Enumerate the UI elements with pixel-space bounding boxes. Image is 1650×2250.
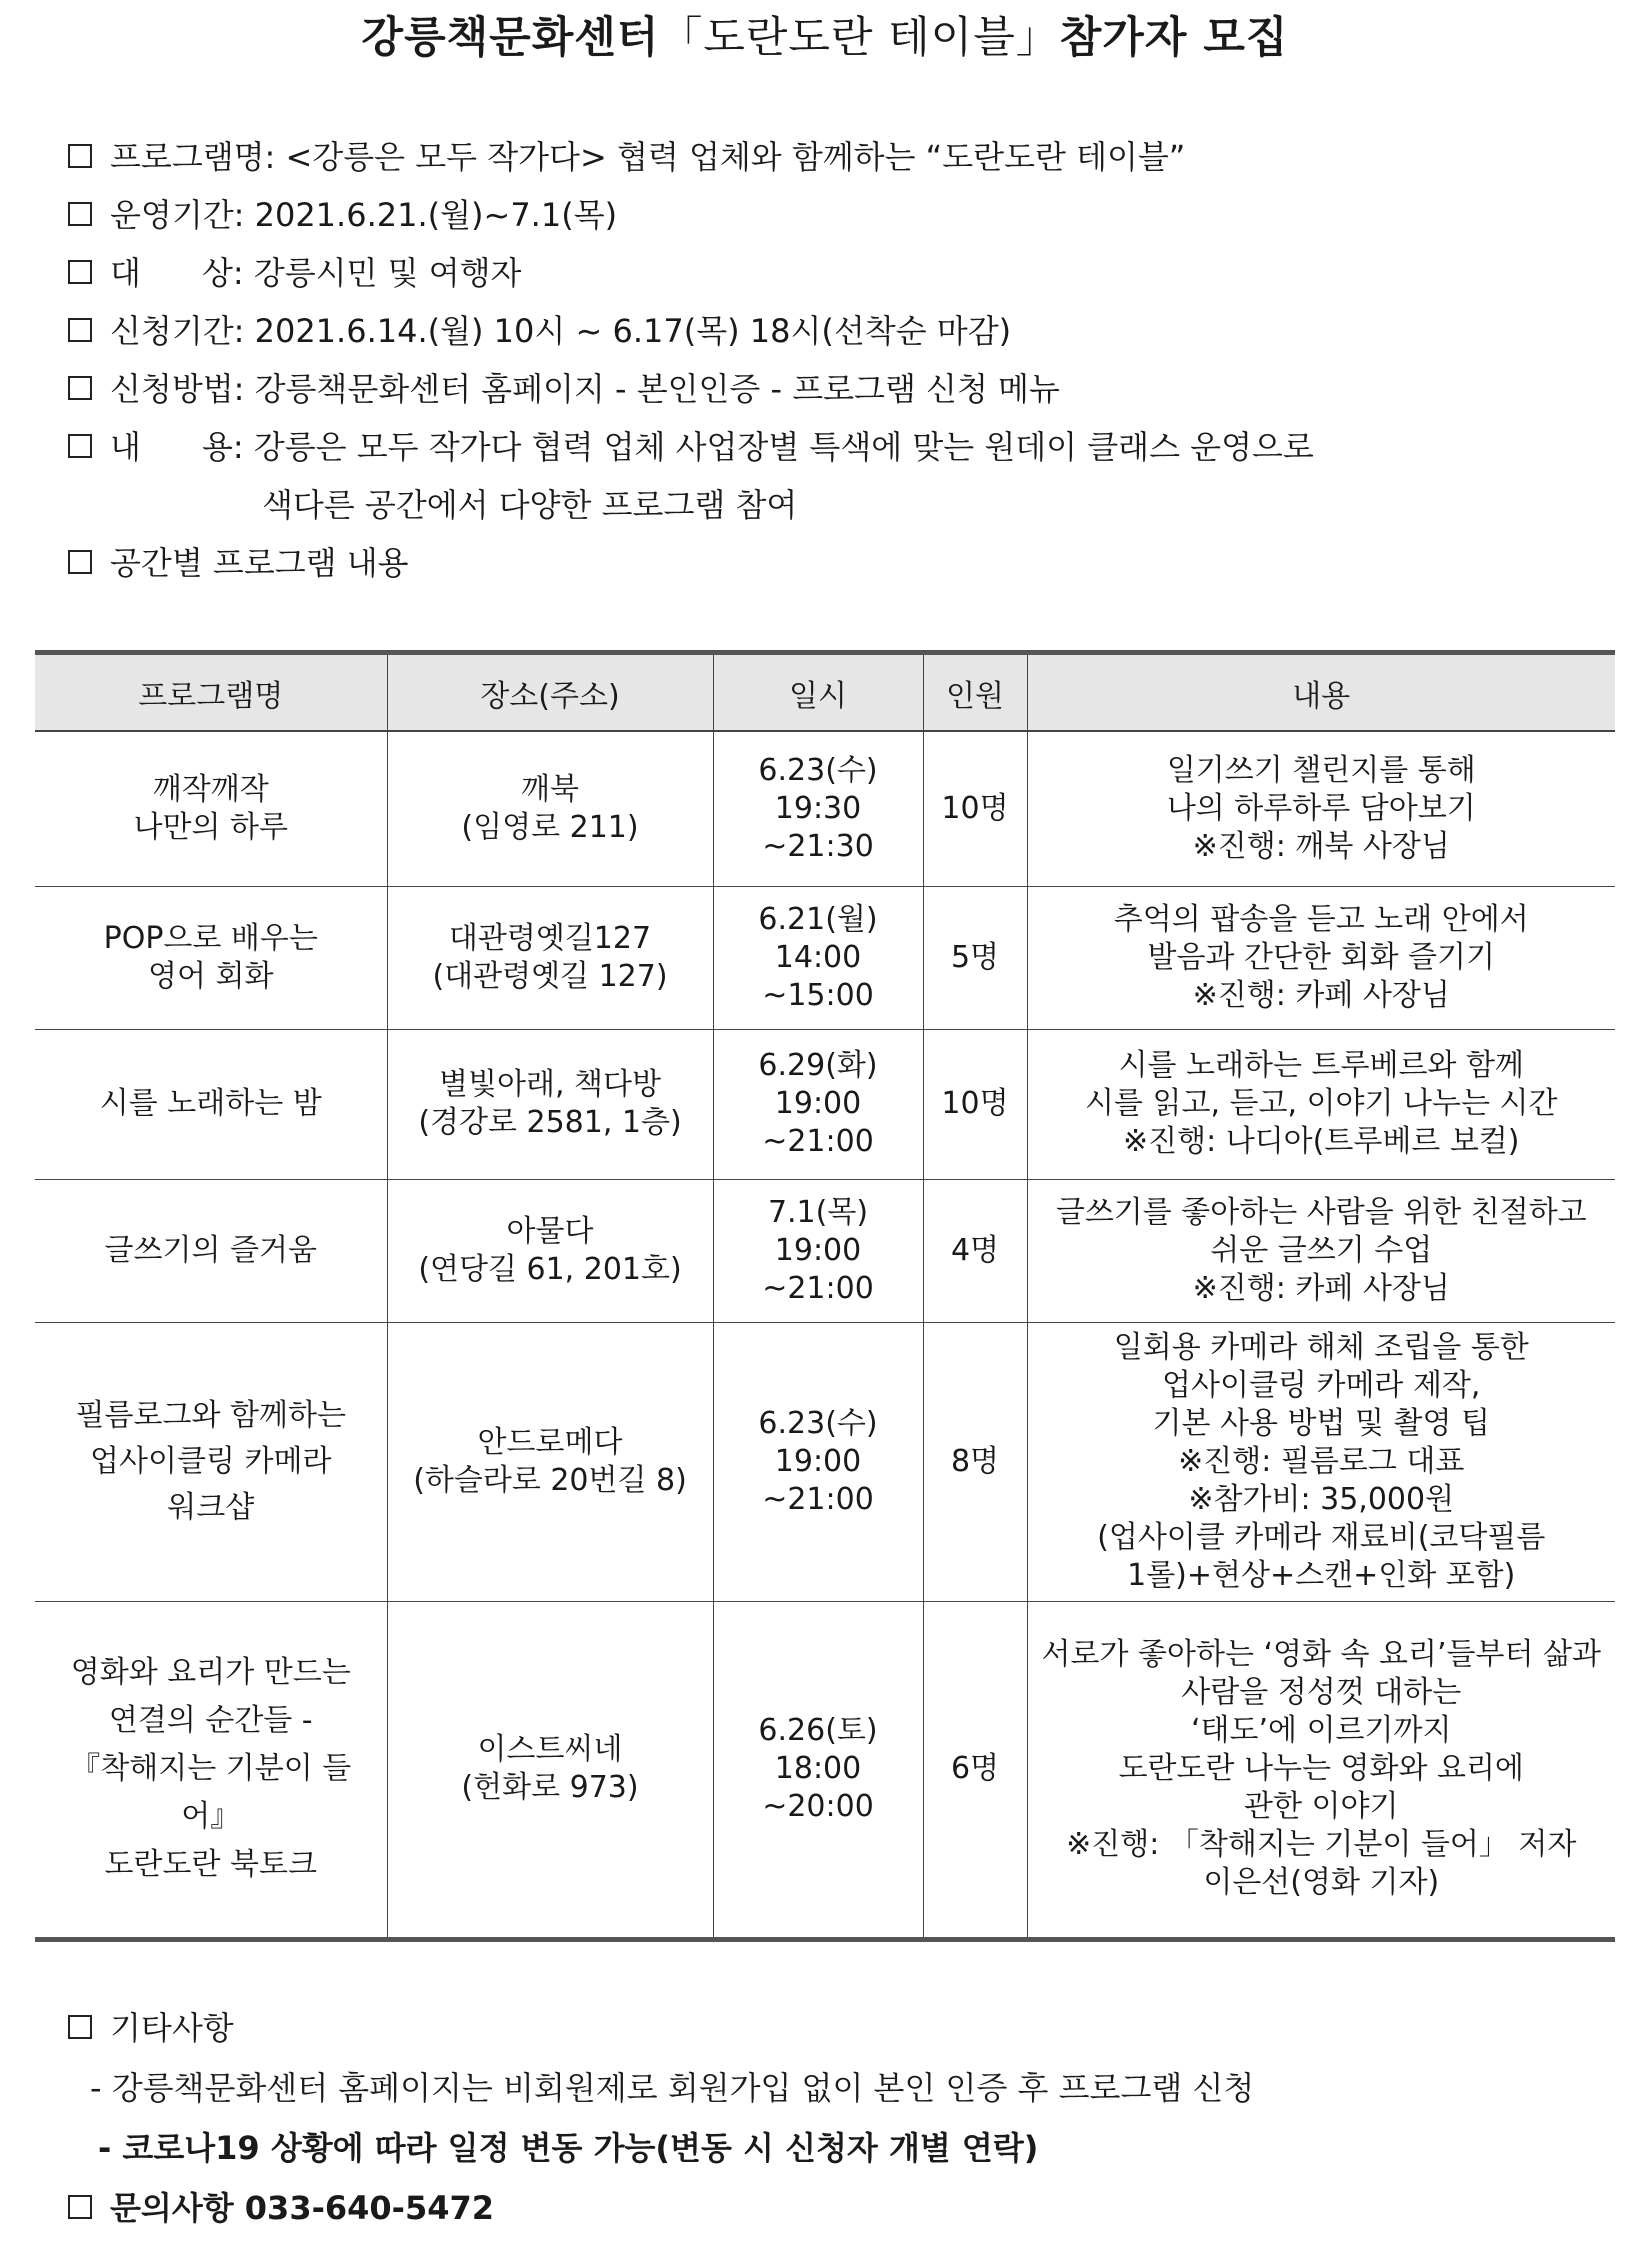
checkbox-icon (68, 260, 92, 284)
notes-section (68, 1998, 1588, 2238)
info-content: 내 용: 강릉은 모두 작가다 협력 업체 사업장별 특색에 맞는 원데이 클래스 운영으로 (68, 418, 1588, 476)
table-row (35, 1322, 1615, 1601)
cell-program-name: 영화와 요리가 만드는 연결의 순간들 - 『착해지는 기분이 들어』 도란도란 북토크 (35, 1601, 387, 1939)
checkbox-icon (68, 318, 92, 342)
checkbox-icon (68, 550, 92, 574)
info-list (68, 128, 1588, 592)
table-row (35, 1601, 1615, 1939)
notes-heading: 기타사항 (68, 1998, 1588, 2058)
table-row (35, 1179, 1615, 1322)
cell-datetime: 7.1(목) 19:00 ~21:00 (713, 1179, 923, 1322)
cell-program-name: POP으로 배우는 영어 회화 (35, 886, 387, 1029)
cell-datetime: 6.23(수) 19:30 ~21:30 (713, 731, 923, 886)
header-people: 인원 (923, 653, 1027, 732)
cell-content: 시를 노래하는 트루베르와 함께 시를 읽고, 듣고, 이야기 나누는 시간 ※진행: 나디아(트루베르 보컬) (1027, 1029, 1615, 1179)
table-row (35, 731, 1615, 886)
checkbox-icon (68, 376, 92, 400)
header-program-name: 프로그램명 (35, 653, 387, 732)
cell-content: 일기쓰기 챌린지를 통해 나의 하루하루 담아보기 ※진행: 깨북 사장님 (1027, 731, 1615, 886)
info-target: 대 상: 강릉시민 및 여행자 (68, 244, 1588, 302)
header-content: 내용 (1027, 653, 1615, 732)
header-datetime: 일시 (713, 653, 923, 732)
table-header-row (35, 653, 1615, 732)
checkbox-icon (68, 144, 92, 168)
info-apply-method: 신청방법: 강릉책문화센터 홈페이지 - 본인인증 - 프로그램 신청 메뉴 (68, 360, 1588, 418)
cell-program-name: 깨작깨작 나만의 하루 (35, 731, 387, 886)
notes-item: - 강릉책문화센터 홈페이지는 비회원제로 회원가입 없이 본인 인증 후 프로그램 신청 (90, 2069, 1255, 2107)
cell-content: 추억의 팝송을 듣고 노래 안에서 발음과 간단한 회화 즐기기 ※진행: 카페 사장님 (1027, 886, 1615, 1029)
contact-info: 문의사항 033-640-5472 (68, 2178, 1588, 2238)
cell-content: 서로가 좋아하는 ‘영화 속 요리’들부터 삶과 사람을 정성껏 대하는 ‘태도’에 이르기까지 도란도란 나누는 영화와 요리에 관한 이야기 ※진행: 「착해지는 기분이 들어」 저자 이은선(영화 기자) (1027, 1601, 1615, 1939)
cell-people: 4명 (923, 1179, 1027, 1322)
cell-datetime: 6.29(화) 19:00 ~21:00 (713, 1029, 923, 1179)
table-row (35, 886, 1615, 1029)
checkbox-icon (68, 2015, 92, 2039)
checkbox-icon (68, 202, 92, 226)
cell-program-name: 시를 노래하는 밤 (35, 1029, 387, 1179)
title-quoted: 「도란도란 테이블」 (659, 13, 1060, 63)
cell-people: 5명 (923, 886, 1027, 1029)
cell-program-name: 글쓰기의 즐거움 (35, 1179, 387, 1322)
cell-place: 안드로메다 (하슬라로 20번길 8) (387, 1322, 713, 1601)
cell-place: 별빛아래, 책다방 (경강로 2581, 1층) (387, 1029, 713, 1179)
header-place: 장소(주소) (387, 653, 713, 732)
info-apply-period: 신청기간: 2021.6.14.(월) 10시 ~ 6.17(목) 18시(선착순 마감) (68, 302, 1588, 360)
cell-place: 대관령옛길127 (대관령옛길 127) (387, 886, 713, 1029)
cell-place: 깨북 (임영로 211) (387, 731, 713, 886)
cell-place: 아물다 (연당길 61, 201호) (387, 1179, 713, 1322)
cell-people: 10명 (923, 731, 1027, 886)
info-content-continued: 색다른 공간에서 다양한 프로그램 참여 (262, 486, 798, 524)
checkbox-icon (68, 434, 92, 458)
page-title (0, 4, 1650, 65)
cell-content: 글쓰기를 좋아하는 사람을 위한 친절하고 쉬운 글쓰기 수업 ※진행: 카페 사장님 (1027, 1179, 1615, 1322)
info-by-space: 공간별 프로그램 내용 (68, 534, 1588, 592)
title-suffix: 참가자 모집 (1059, 13, 1289, 63)
info-program-name: 프로그램명: <강릉은 모두 작가다> 협력 업체와 함께하는 “도란도란 테이블” (68, 128, 1588, 186)
checkbox-icon (68, 2195, 92, 2219)
program-table (35, 650, 1615, 1942)
table-row (35, 1029, 1615, 1179)
cell-datetime: 6.21(월) 14:00 ~15:00 (713, 886, 923, 1029)
info-period: 운영기간: 2021.6.21.(월)~7.1(목) (68, 186, 1588, 244)
cell-people: 8명 (923, 1322, 1027, 1601)
cell-datetime: 6.26(토) 18:00 ~20:00 (713, 1601, 923, 1939)
cell-datetime: 6.23(수) 19:00 ~21:00 (713, 1322, 923, 1601)
cell-place: 이스트씨네 (헌화로 973) (387, 1601, 713, 1939)
cell-people: 6명 (923, 1601, 1027, 1939)
title-main: 강릉책문화센터 (361, 13, 660, 63)
cell-people: 10명 (923, 1029, 1027, 1179)
cell-program-name: 필름로그와 함께하는 업사이클링 카메라 워크샵 (35, 1322, 387, 1601)
cell-content: 일회용 카메라 해체 조립을 통한 업사이클링 카메라 제작, 기본 사용 방법 및 촬영 팁 ※진행: 필름로그 대표 ※참가비: 35,000원 (업사이클 카메라 재료비(코닥필름 1롤)+현상+스캔+인화 포함) (1027, 1322, 1615, 1601)
notes-item: - 코로나19 상황에 따라 일정 변동 가능(변동 시 신청자 개별 연락) (98, 2129, 1039, 2167)
